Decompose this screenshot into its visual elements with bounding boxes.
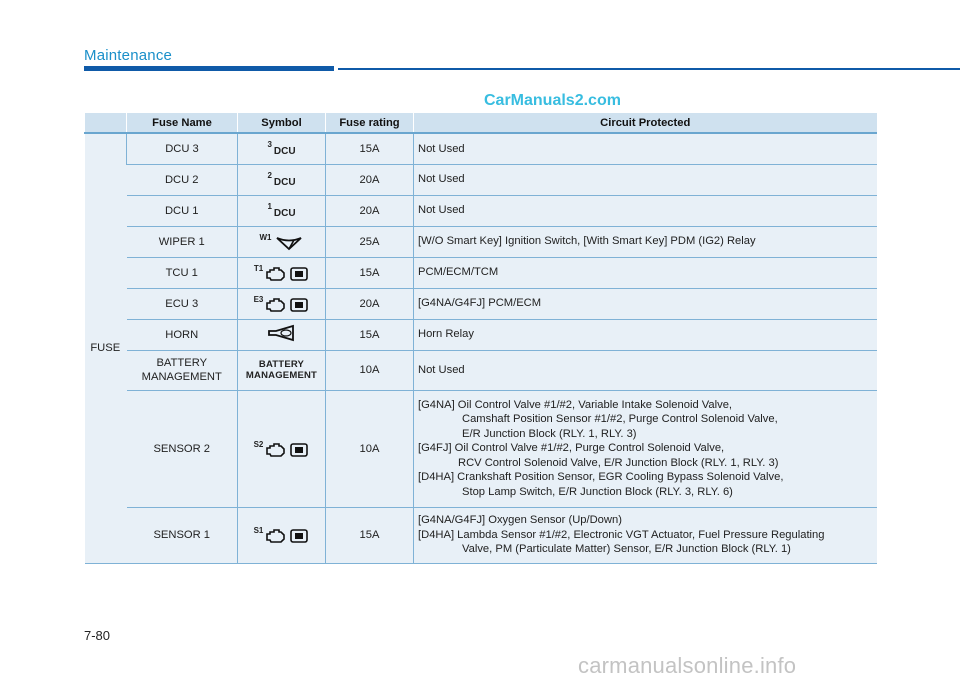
fuse-name: HORN xyxy=(127,319,238,350)
fuse-rating: 20A xyxy=(326,288,414,319)
symbol-cell xyxy=(238,195,326,226)
fuse-rating: 10A xyxy=(326,390,414,507)
table-row xyxy=(85,164,877,195)
circuit-protected: Not Used xyxy=(414,133,877,164)
table-row xyxy=(85,319,877,350)
header-fuse-rating: Fuse rating xyxy=(326,113,414,133)
wiper-icon xyxy=(274,235,304,251)
watermark-top: CarManuals2.com xyxy=(484,92,621,109)
fuse-name: SENSOR 2 xyxy=(127,390,238,507)
fuse-rating: 20A xyxy=(326,164,414,195)
engine-icon xyxy=(265,297,287,313)
engine-icon xyxy=(265,528,287,544)
table-row xyxy=(85,133,877,164)
fuse-rating: 15A xyxy=(326,257,414,288)
symbol-cell xyxy=(238,507,326,563)
engine-transmission-symbol: S2 xyxy=(254,442,310,458)
circuit-protected: Not Used xyxy=(414,350,877,390)
table-row xyxy=(85,350,877,390)
symbol-cell xyxy=(238,226,326,257)
horn-icon xyxy=(266,324,298,342)
fuse-rating: 10A xyxy=(326,350,414,390)
page-number: 7-80 xyxy=(84,628,111,643)
symbol-cell xyxy=(238,319,326,350)
transmission-icon xyxy=(289,297,309,313)
table-row xyxy=(85,288,877,319)
section-title: Maintenance xyxy=(84,47,173,64)
fuse-name: DCU 1 xyxy=(127,195,238,226)
fuse-table xyxy=(84,113,877,564)
engine-icon xyxy=(265,266,287,282)
circuit-protected: [G4NA] Oil Control Valve #1/#2, Variable Intake Solenoid Valve, Camshaft Position Sensor #1/#2, Purge Control Solenoid Valve, E/R Junction Block (RLY. 1, RLY. 3) [G4FJ] Oil Control Valve #1/#2, Purge Control Solenoid Valve, RCV Control Solenoid Valve, E/R Junction Block (RLY. 1, RLY. 3) [D4HA] Crankshaft Position Sensor, EGR Cooling Bypass Solenoid Valve, Stop Lamp Switch, E/R Junction Block (RLY. 3, RLY. 6) xyxy=(414,390,877,507)
fuse-rating: 15A xyxy=(326,319,414,350)
table-row xyxy=(85,257,877,288)
symbol-cell xyxy=(238,257,326,288)
engine-transmission-symbol: E3 xyxy=(254,297,310,313)
table-row xyxy=(85,390,877,507)
symbol-cell xyxy=(238,133,326,164)
fuse-rating: 15A xyxy=(326,507,414,563)
table-row xyxy=(85,226,877,257)
transmission-icon xyxy=(289,266,309,282)
circuit-protected: [G4NA/G4FJ] Oxygen Sensor (Up/Down) [D4HA] Lambda Sensor #1/#2, Electronic VGT Actuator, Fuel Pressure Regulating Valve, PM (Particulate Matter) Sensor, E/R Junction Block (RLY. 1) xyxy=(414,507,877,563)
fuse-rating: 25A xyxy=(326,226,414,257)
transmission-icon xyxy=(289,442,309,458)
dcu-symbol: $^2$ DCU xyxy=(267,171,296,188)
battery-management-symbol: BATTERY MANAGEMENT xyxy=(245,359,318,381)
fuse-name: BATTERY MANAGEMENT xyxy=(127,350,238,390)
symbol-cell xyxy=(238,350,326,390)
header-rule-thin xyxy=(338,68,960,70)
circuit-protected: [W/O Smart Key] Ignition Switch, [With Smart Key] PDM (IG2) Relay xyxy=(414,226,877,257)
header-symbol: Symbol xyxy=(238,113,326,133)
fuse-name: SENSOR 1 xyxy=(127,507,238,563)
table-row xyxy=(85,507,877,563)
table-row xyxy=(85,195,877,226)
fuse-rating: 20A xyxy=(326,195,414,226)
fuse-name: WIPER 1 xyxy=(127,226,238,257)
fuse-name: DCU 3 xyxy=(127,133,238,164)
fuse-rating: 15A xyxy=(326,133,414,164)
circuit-protected: Horn Relay xyxy=(414,319,877,350)
circuit-protected: Not Used xyxy=(414,164,877,195)
group-label-fuse: FUSE xyxy=(85,133,127,563)
engine-transmission-symbol: S1 xyxy=(254,528,310,544)
table-header-row xyxy=(85,113,877,133)
dcu-symbol: $^3$ DCU xyxy=(267,140,296,158)
header-fuse-name: Fuse Name xyxy=(127,113,238,133)
symbol-cell xyxy=(238,390,326,507)
wiper-symbol: W1 xyxy=(260,235,304,251)
circuit-protected: [G4NA/G4FJ] PCM/ECM xyxy=(414,288,877,319)
symbol-cell xyxy=(238,164,326,195)
symbol-cell xyxy=(238,288,326,319)
dcu-symbol: $^1$ DCU xyxy=(267,202,296,219)
fuse-name: DCU 2 xyxy=(127,164,238,195)
engine-transmission-symbol: T1 xyxy=(254,266,309,282)
watermark-bottom: carmanualsonline.info xyxy=(578,653,797,678)
circuit-protected: PCM/ECM/TCM xyxy=(414,257,877,288)
circuit-protected: Not Used xyxy=(414,195,877,226)
fuse-name: TCU 1 xyxy=(127,257,238,288)
fuse-name: ECU 3 xyxy=(127,288,238,319)
header-rule-thick xyxy=(84,66,334,71)
header-type xyxy=(85,113,127,133)
transmission-icon xyxy=(289,528,309,544)
engine-icon xyxy=(265,442,287,458)
header-circuit-protected: Circuit Protected xyxy=(414,113,877,133)
